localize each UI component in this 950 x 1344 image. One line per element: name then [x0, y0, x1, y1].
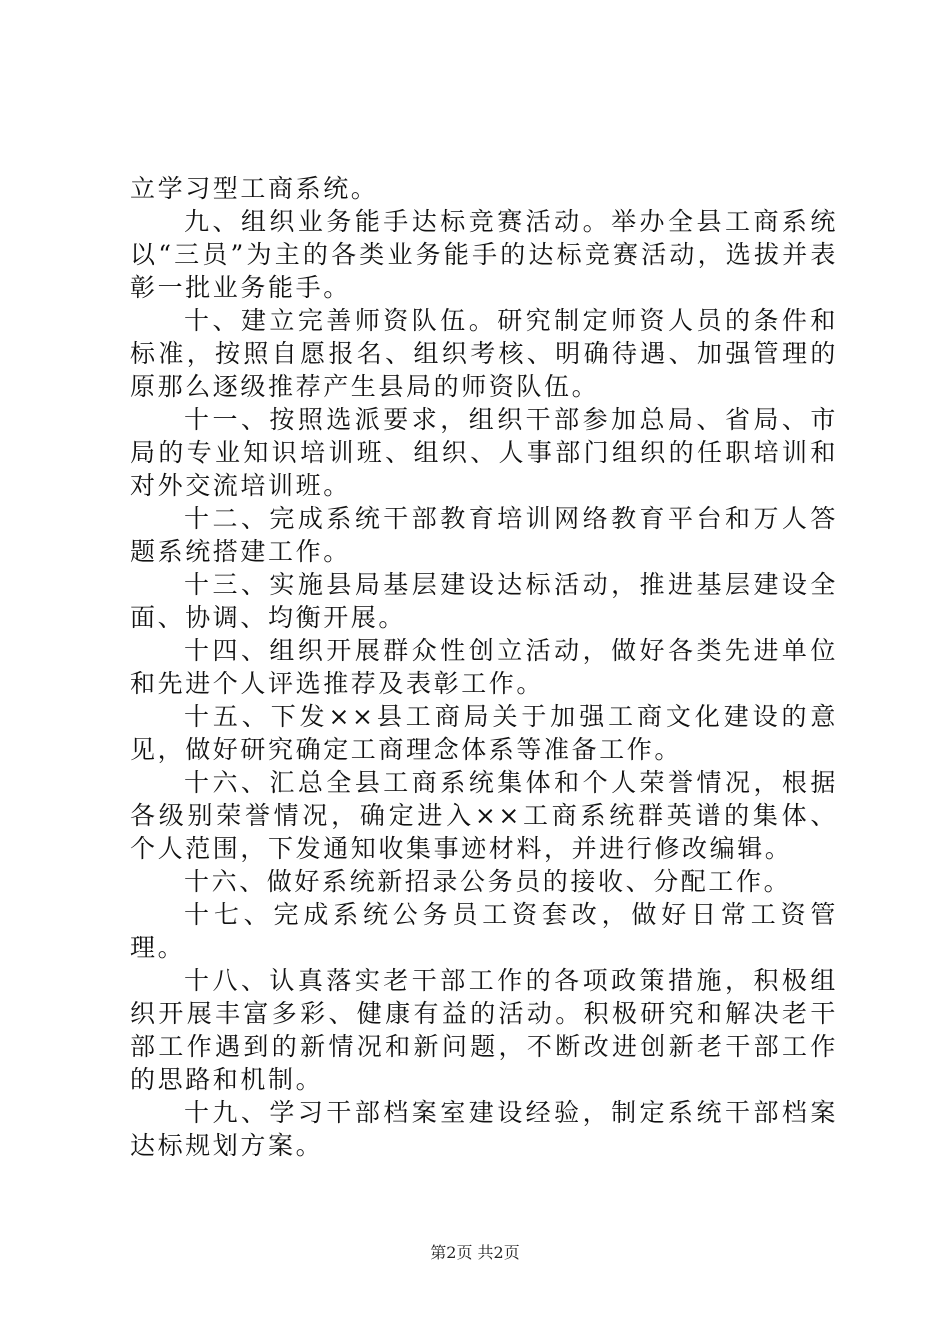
paragraph-item-12: 十二、完成系统干部教育培训网络教育平台和万人答题系统搭建工作。	[130, 504, 838, 566]
paragraph-item-18: 十八、认真落实老干部工作的各项政策措施，积极组织开展丰富多彩、健康有益的活动。积极研究和解决老干部工作遇到的新情况和新问题，不断改进创新老干部工作的思路和机制。	[130, 966, 838, 1094]
paragraph-item-17: 十七、完成系统公务员工资套改，做好日常工资管理。	[130, 900, 838, 962]
paragraph-item-11: 十一、按照选派要求，组织干部参加总局、省局、市局的专业知识培训班、组织、人事部门组织的任职培训和对外交流培训班。	[130, 405, 838, 500]
document-body	[130, 172, 838, 1162]
paragraph-item-13: 十三、实施县局基层建设达标活动，推进基层建设全面、协调、均衡开展。	[130, 570, 838, 632]
paragraph-item-19: 十九、学习干部档案室建设经验，制定系统干部档案达标规划方案。	[130, 1098, 838, 1160]
paragraph-item-16b: 十六、做好系统新招录公务员的接收、分配工作。	[184, 867, 792, 896]
paragraph-continuation: 立学习型工商系统。	[130, 174, 379, 203]
paragraph-item-14: 十四、组织开展群众性创立活动，做好各类先进单位和先进个人评选推荐及表彰工作。	[130, 636, 838, 698]
paragraph-item-15: 十五、下发××县工商局关于加强工商文化建设的意见，做好研究确定工商理念体系等准备工作。	[130, 702, 838, 764]
paragraph-item-16a: 十六、汇总全县工商系统集体和个人荣誉情况，根据各级别荣誉情况，确定进入××工商系统群英谱的集体、个人范围，下发通知收集事迹材料，并进行修改编辑。	[130, 768, 838, 863]
page-footer: 第2页 共2页	[430, 1243, 520, 1262]
paragraph-item-10: 十、建立完善师资队伍。研究制定师资人员的条件和标准，按照自愿报名、组织考核、明确待遇、加强管理的原那么逐级推荐产生县局的师资队伍。	[130, 306, 838, 401]
paragraph-item-9: 九、组织业务能手达标竞赛活动。举办全县工商系统以“三员”为主的各类业务能手的达标竞赛活动，选拔并表彰一批业务能手。	[130, 207, 838, 302]
